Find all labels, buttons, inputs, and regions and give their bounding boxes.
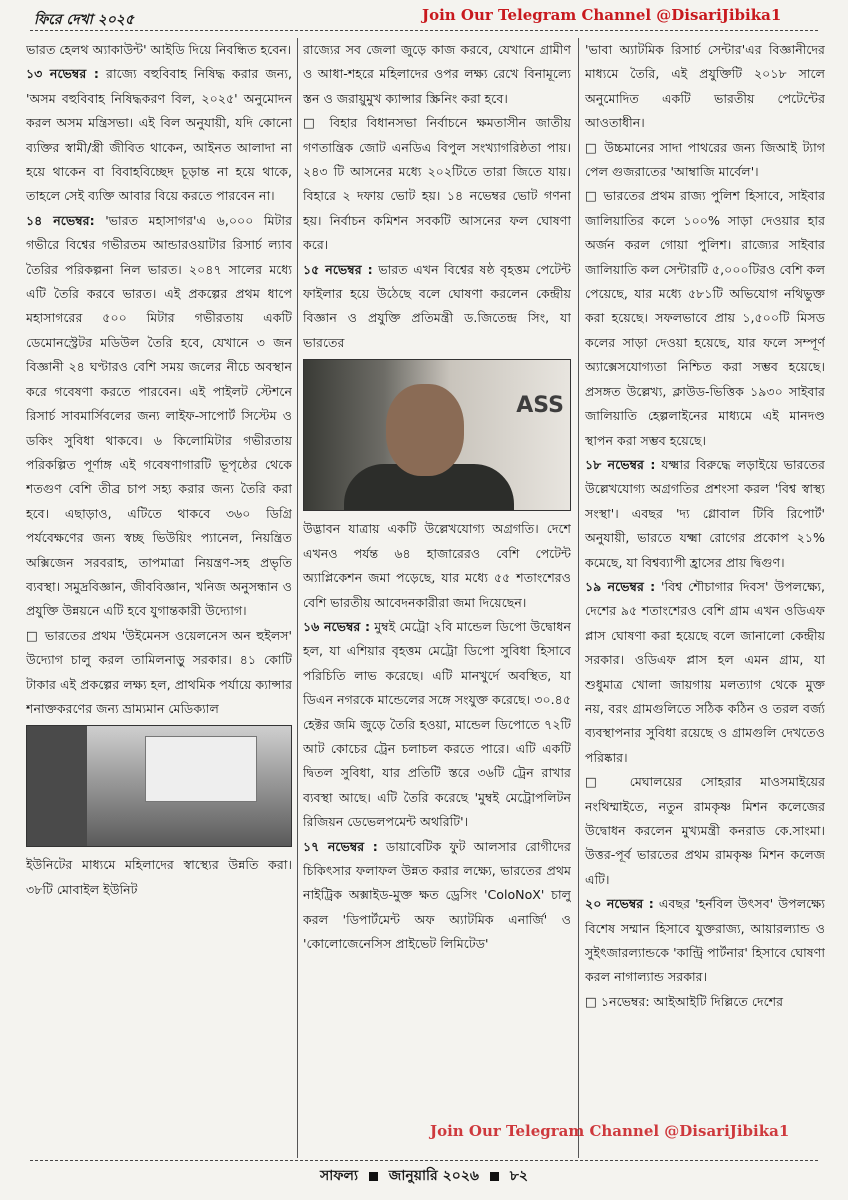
column-divider bbox=[297, 38, 298, 1158]
paragraph: 'ভাবা অ্যাটমিক রিসার্চ সেন্টার'এর বিজ্ঞানীদের মাধ্যমে তৈরি, এই প্রযুক্তিটি ২০১৮ সালে অনুমোদিত একটি ভারতীয় পেটেন্টের আওতাধীন। bbox=[585, 42, 825, 131]
health-unit-photo bbox=[26, 725, 292, 847]
paragraph: □ মেঘালয়ের সোহরার মাওসমাইয়ের নংথিম্মাইতে, নতুন রামকৃষ্ণ মিশন কলেজের উদ্বোধন করলেন মুখ্যমন্ত্রী কনরাড কে.সাংমা। উত্তর-পূর্ব ভারতের প্রথম রামকৃষ্ণ মিশন কলেজ এটি। bbox=[585, 774, 825, 887]
top-divider bbox=[30, 30, 818, 31]
column-1 bbox=[26, 38, 292, 1158]
column-divider bbox=[578, 38, 579, 1158]
page-footer bbox=[0, 1164, 848, 1188]
issue-month: জানুয়ারি ২০২৬ bbox=[388, 1168, 480, 1184]
paragraph: ১৪ নভেম্বর: 'ভারত মহাসাগর'এ ৬,০০০ মিটার গভীরে বিশ্বের গভীরতম আন্ডারওয়াটার রিসার্চ ল্যাব তৈরির পরিকল্পনা নিল ভারত। ২০৪৭ সালের মধ্যে এটি তৈরি করবে ভারত। এই প্রকল্পের প্রথম ধাপে মহাসাগরের ৫০০ মিটার গভীরতায় একটি ডেমোনস্ট্রেটর মডিউল তৈরি হবে, যেখানে ৩ জন বিজ্ঞানী ২৪ ঘণ্টারও বেশি সময় জলের নীচে অবস্থান করে গবেষণা করতে পারবেন। এই পাইলট স্টেশনে রিসার্চ সাবমার্সিবলের জন্য লাইফ-সাপোর্ট সিস্টেম ও ডকিং সুবিধা থাকবে। ৬ কিলোমিটার গভীরতায় পরিকল্পিত পূর্ণাঙ্গ এই গবেষণাগারটি ভূপৃষ্ঠের থেকে শতগুণ বেশি তীব্র চাপ সহ্য করার জন্য তৈরি করা হবে। এছাড়াও, এটিতে থাকবে ৩৬০ ডিগ্রি পর্যবেক্ষণের জন্য স্বচ্ছ ভিউয়িং প্যানেল, নিয়ন্ত্রিত অক্সিজেন সরবরাহ, তাপমাত্রা নিয়ন্ত্রণ-সহ প্রভৃতি ব্যবস্থা। সমুদ্রবিজ্ঞান, জীববিজ্ঞান, খনিজ অনুসন্ধান ও প্রযুক্তি উন্নয়নে এটি হবে যুগান্তকারী উদ্যোগ। bbox=[26, 212, 292, 619]
tree-shape bbox=[27, 726, 87, 846]
date-label: ১৫ নভেম্বর : bbox=[303, 261, 373, 277]
paragraph: ১৩ নভেম্বর : রাজ্যে বহুবিবাহ নিষিদ্ধ করার জন্য, 'অসম বহুবিবাহ নিষিদ্ধকরণ বিল, ২০২৫' অনুমোদন করল অসম মন্ত্রিসভা। এই বিল অনুযায়ী, যদি কোনো ব্যক্তির স্বামী/স্ত্রী জীবিত থাকেন, আইনত আলাদা না হয়ে থাকেন বা বিবাহবিচ্ছেদ চূড়ান্ত না হয়ে থাকে, তাহলে সেই ব্যক্তি আবার বিয়ে করতে পারবেন না। bbox=[26, 66, 292, 204]
paragraph: ১৯ নভেম্বর : 'বিশ্ব শৌচাগার দিবস' উপলক্ষ্যে, দেশের ৯৫ শতাংশেরও বেশি গ্রাম এখন ওডিএফ প্লাস ঘোষণা করা হয়েছে বলে জানালো কেন্দ্রীয় সরকার। ওডিএফ প্লাস হল এমন গ্রাম, যা শুধুমাত্র খোলা জায়গায় মলত্যাগ থেকে মুক্ত নয়, বরং গ্রামগুলিতে সঠিক কঠিন ও তরল বর্জ্য ব্যবস্থাপনার সুবিধা রয়েছে ও গ্রামগুলি দেখতেও পরিষ্কার। bbox=[585, 578, 825, 765]
date-label: ১৩ নভেম্বর : bbox=[26, 66, 99, 82]
photo-backdrop-text: ASS bbox=[516, 393, 564, 419]
paragraph: ১৭ নভেম্বর : ডায়াবেটিক ফুট আলসার রোগীদের চিকিৎসার ফলাফল উন্নত করার লক্ষ্যে, ভারতের প্রথম নাইট্রিক অক্সাইড-মুক্ত ক্ষত ড্রেসিং 'ColoNoX' চালু করল 'ডিপার্টমেন্ট অফ অ্যাটমিক এনার্জি' ও 'কোলোজেনেসিস প্রাইভেট লিমিটেড' bbox=[303, 838, 571, 952]
brand-logo: সাফল্য bbox=[320, 1168, 359, 1184]
date-label: ১৭ নভেম্বর : bbox=[303, 838, 378, 854]
page-number: ৮২ bbox=[509, 1168, 528, 1184]
square-bullet-icon bbox=[369, 1172, 378, 1181]
paragraph: □ ভারতের প্রথম 'উইমেনস ওয়েলনেস অন হুইলস' উদ্যোগ চালু করল তামিলনাড়ু সরকার। ৪১ কোটি টাকার এই প্রকল্পের লক্ষ্য হল, প্রাথমিক পর্যায়ে ক্যান্সার শনাক্তকরণের জন্য ভ্রাম্যমান মেডিক্যাল bbox=[26, 627, 292, 716]
square-bullet-icon bbox=[490, 1172, 499, 1181]
paragraph: □ ভারতের প্রথম রাজ্য পুলিশ হিসাবে, সাইবার জালিয়াতির কলে ১০০% সাড়া দেওয়ার হার অর্জন করল গোয়া পুলিশ। রাজ্যের সাইবার জালিয়াতি কল সেন্টারটি ৫,০০০টিরও বেশি কল পেয়েছে, যার মধ্যে ৫৮১টি অভিযোগ নথিভুক্ত করা হয়েছে। সফলভাবে প্রায় ১,৫০০টি মিসড কলের সাড়া দেওয়া হয়েছে, যার ফলে সম্পূর্ণ অ্যাক্সেসযোগ্যতা নিশ্চিত করা সম্ভব হয়েছে। প্রসঙ্গত উল্লেখ্য, ক্লাউড-ভিত্তিক ১৯৩০ সাইবার জালিয়াতি হেল্পলাইনের মাধ্যমে এই মানদণ্ড স্থাপন করা সম্ভব হয়েছে। bbox=[585, 188, 825, 448]
bottom-divider bbox=[30, 1160, 818, 1161]
telegram-watermark: Join Our Telegram Channel @DisariJibika1 bbox=[422, 6, 782, 24]
date-label: ১৮ নভেম্বর : bbox=[585, 456, 656, 472]
date-label: ১৪ নভেম্বর: bbox=[26, 212, 95, 228]
paragraph: □ ১নভেম্বর: আইআইটি দিল্লিতে দেশের bbox=[585, 993, 784, 1009]
minister-photo bbox=[303, 359, 571, 511]
telegram-watermark: Join Our Telegram Channel @DisariJibika1 bbox=[430, 1122, 790, 1140]
paragraph: ১৫ নভেম্বর : ভারত এখন বিশ্বের ষষ্ঠ বৃহত্তম পেটেন্ট ফাইলার হয়ে উঠেছে বলে ঘোষণা করলেন কেন্দ্রীয় বিজ্ঞান ও প্রযুক্তি প্রতিমন্ত্রী ড.জিতেন্দ্র সিং, যা ভারতের bbox=[303, 261, 571, 350]
paragraph: রাজ্যের সব জেলা জুড়ে কাজ করবে, যেখানে গ্রামীণ ও আধা-শহরে মহিলাদের ওপর লক্ষ্য রেখে বিনামূল্যে স্তন ও জরায়ুমুখ ক্যান্সার স্ক্রিনিং করা হবে। bbox=[303, 42, 571, 106]
paragraph: উদ্ভাবন যাত্রায় একটি উল্লেখযোগ্য অগ্রগতি। দেশে এখনও পর্যন্ত ৬৪ হাজারেরও বেশি পেটেন্ট অ্যাপ্লিকেশন জমা পড়েছে, যার মধ্যে ৫৫ শতাংশেরও বেশি ভারতীয় আবেদনকারীরা জমা দিয়েছেন। bbox=[303, 521, 571, 610]
paragraph: ১৬ নভেম্বর : মুম্বই মেট্রো ২বি মান্ডেল ডিপো উদ্বোধন হল, যা এশিয়ার বৃহত্তম মেট্রো ডিপো সুবিধা হিসাবে পরিচিতি লাভ করেছে। এটি মানখুর্দে অবস্থিত, যা ডিএন নগরকে মান্ডেলের সঙ্গে সংযুক্ত করেছে। ৩০.৪৫ হেক্টর জমি জুড়ে তৈরি হওয়া, মান্ডেল ডিপোতে ৭২টি আট কোচের ট্রেন চলাচল করতে পারে। এটি একটি দ্বিতল সুবিধা, যার প্রতিটি স্তরে ৩৬টি ট্রেন রাখার ব্যবস্থা আছে। এটি তৈরি করেছে 'মুম্বই মেট্রোপলিটন রিজিয়ন ডেভেলপমেন্ট অথরিটি'। bbox=[303, 618, 571, 830]
section-title: ফিরে দেখা ২০২৫ bbox=[34, 12, 134, 28]
column-3 bbox=[585, 38, 825, 1158]
paragraph: ১৮ নভেম্বর : যক্ষ্মার বিরুদ্ধে লড়াইয়ে ভারতের উল্লেখযোগ্য অগ্রগতির প্রশংসা করল 'বিশ্ব স্বাস্থ্য সংস্থা'। এবছর 'দ্য গ্লোবাল টিবি রিপোর্ট' অনুযায়ী, ভারতে যক্ষ্মা রোগের প্রকোপ ২১% কমেছে, যা বিশ্বব্যাপী হ্রাসের প্রায় দ্বিগুণ। bbox=[585, 456, 825, 570]
date-label: ১৬ নভেম্বর : bbox=[303, 618, 371, 634]
person-face bbox=[386, 384, 464, 476]
paragraph: □ উচ্চমানের সাদা পাথরের জন্য জিআই ট্যাগ পেল গুজরাতের 'আম্বাজি মার্বেল'। bbox=[585, 139, 825, 180]
banner-shape bbox=[145, 736, 257, 802]
paragraph: ২০ নভেম্বর : এবছর 'হর্নবিল উৎসব' উপলক্ষ্যে বিশেষ সম্মান হিসাবে যুক্তরাজ্য, আয়ারল্যান্ড ও সুইৎজারল্যান্ডকে 'কান্ট্রি পার্টনার' হিসাবে ঘোষণা করল নাগাল্যান্ড সরকার। bbox=[585, 896, 825, 985]
paragraph: ইউনিটের মাধ্যমে মহিলাদের স্বাস্থ্যের উন্নতি করা। ৩৮টি মোবাইল ইউনিট bbox=[26, 857, 292, 897]
date-label: ১৯ নভেম্বর : bbox=[585, 578, 656, 594]
paragraph: ভারত হেলথ অ্যাকাউন্ট' আইডি দিয়ে নিবন্ধিত হবেন। bbox=[26, 42, 292, 57]
paragraph: □ বিহার বিধানসভা নির্বাচনে ক্ষমতাসীন জাতীয় গণতান্ত্রিক জোট এনডিএ বিপুল সংখ্যাগরিষ্ঠতা পায়। ২৪৩ টি আসনের মধ্যে ২০২টিতে তারা জিতে যায়। বিহারে ২ দফায় ভোট হয়। ১৪ নভেম্বর ভোট গণনা হয়। নির্বাচন কমিশন সবকটি আসনের ফল ঘোষণা করে। bbox=[303, 115, 571, 253]
date-label: ২০ নভেম্বর : bbox=[585, 896, 654, 912]
column-2 bbox=[303, 38, 571, 1158]
